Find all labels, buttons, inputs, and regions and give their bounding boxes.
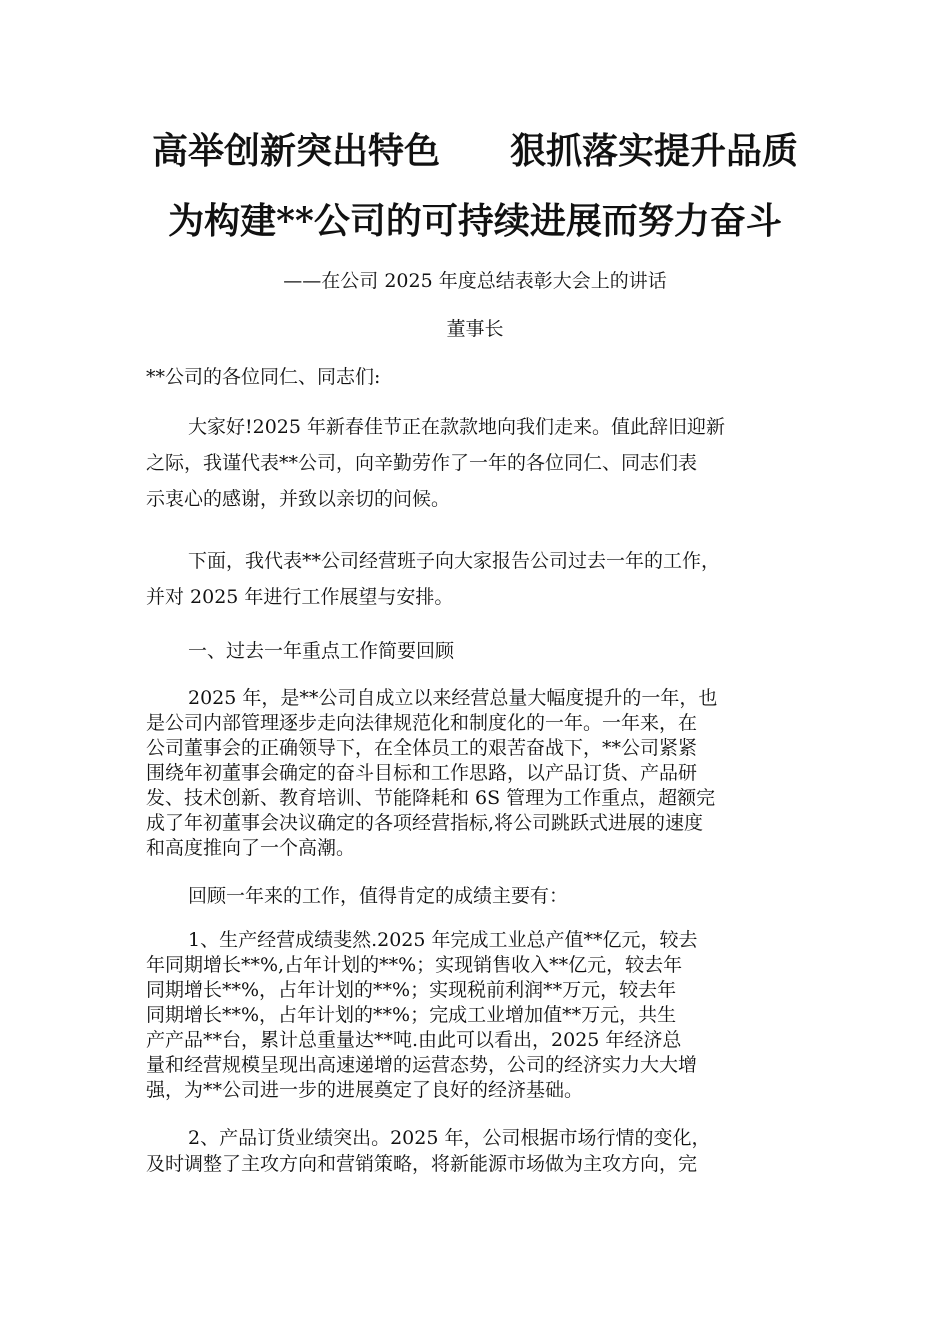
paragraph-line: 公司董事会的正确领导下，在全体员工的艰苦奋战下，**公司紧紧 <box>146 737 698 759</box>
title-line-2: 为构建**公司的可持续进展而努力奋斗 <box>168 200 782 242</box>
paragraph-4 <box>146 883 816 909</box>
author: 董事长 <box>446 318 504 340</box>
title-line-1 <box>0 129 950 173</box>
paragraph-line: 年同期增长**%,占年计划的**%；实现销售收入**亿元，较去年 <box>146 954 683 976</box>
section-heading-1 <box>146 638 816 664</box>
paragraph-line: 同期增长**%，占年计划的**%；完成工业增加值**万元，共生 <box>146 1004 677 1026</box>
paragraph-line: 产产品**台，累计总重量达**吨.由此可以看出，2025 年经济总 <box>146 1029 682 1051</box>
paragraph-line: 下面，我代表**公司经营班子向大家报告公司过去一年的工作， <box>188 550 721 572</box>
paragraph-6 <box>146 1125 816 1177</box>
paragraph-line: 之际，我谨代表**公司，向辛勤劳作了一年的各位同仁、同志们表 <box>146 452 698 474</box>
paragraph-line: 1、生产经营成绩斐然.2025 年完成工业总产值**亿元，较去 <box>188 929 698 951</box>
paragraph-5 <box>146 928 816 1103</box>
paragraph-line: 是公司内部管理逐步走向法律规范化和制度化的一年。一年来，在 <box>146 712 698 734</box>
title-line-1-right: 狠抓落实提升品质 <box>510 130 799 172</box>
paragraph-line: 和高度推向了一个高潮。 <box>146 837 356 859</box>
paragraph-3 <box>146 686 816 861</box>
paragraph-1 <box>146 409 816 517</box>
paragraph-2 <box>146 543 816 615</box>
paragraph-line: 示衷心的感谢，并致以亲切的问候。 <box>146 488 451 510</box>
paragraph-line: 大家好!2025 年新春佳节正在款款地向我们走来。值此辞旧迎新 <box>188 416 726 438</box>
paragraph-line: 并对 2025 年进行工作展望与安排。 <box>146 586 454 608</box>
subtitle: ——在公司 2025 年度总结表彰大会上的讲话 <box>283 270 667 292</box>
paragraph-line: 量和经营规模呈现出高速递增的运营态势，公司的经济实力大大增 <box>146 1054 698 1076</box>
paragraph-line: 强，为**公司进一步的进展奠定了良好的经济基础。 <box>146 1079 584 1101</box>
paragraph-line: 2025 年，是**公司自成立以来经营总量大幅度提升的一年，也 <box>188 687 718 709</box>
greeting: **公司的各位同仁、同志们: <box>146 366 381 388</box>
paragraph-line: 同期增长**%，占年计划的**%；实现税前利润**万元，较去年 <box>146 979 677 1001</box>
section-heading-text: 一、过去一年重点工作简要回顾 <box>188 640 455 662</box>
paragraph-line: 成了年初董事会决议确定的各项经营指标,将公司跳跃式进展的速度 <box>146 812 704 834</box>
paragraph-line: 回顾一年来的工作，值得肯定的成绩主要有： <box>188 885 569 907</box>
paragraph-line: 及时调整了主攻方向和营销策略，将新能源市场做为主攻方向，完 <box>146 1153 698 1175</box>
paragraph-line: 发、技术创新、教育培训、节能降耗和 6S 管理为工作重点，超额完 <box>146 787 716 809</box>
paragraph-line: 围绕年初董事会确定的奋斗目标和工作思路，以产品订货、产品研 <box>146 762 698 784</box>
title-line-1-left: 高举创新突出特色 <box>151 130 440 172</box>
paragraph-line: 2、产品订货业绩突出。2025 年，公司根据市场行情的变化， <box>188 1127 711 1149</box>
